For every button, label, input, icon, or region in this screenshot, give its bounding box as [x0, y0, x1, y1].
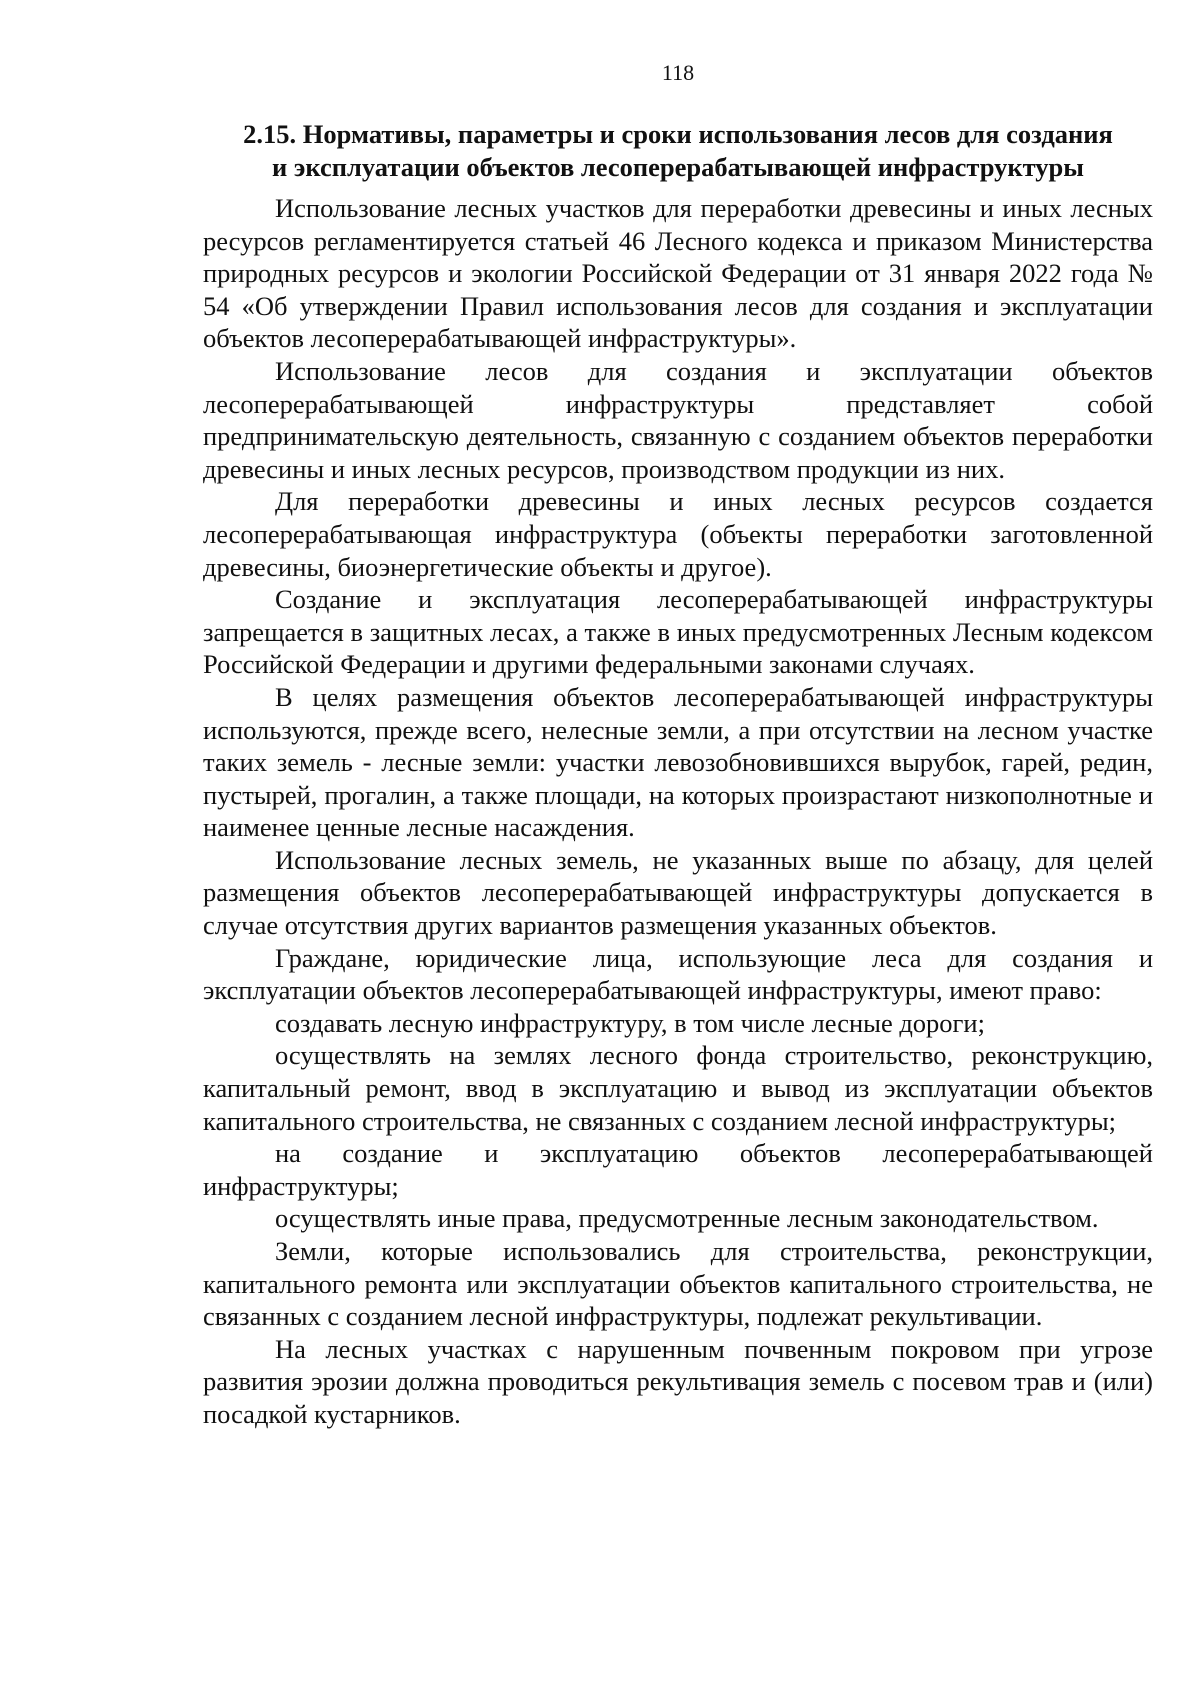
- paragraph: Использование лесов для создания и эксплуатации объектов лесоперерабатывающей инфраструктуры представляет собой предпринимательскую деятельность, связанную с созданием объектов переработки древесины и иных лесных ресурсов, производством продукции из них.: [203, 355, 1153, 484]
- paragraph: В целях размещения объектов лесоперерабатывающей инфраструктуры используются, прежде всего, нелесные земли, а при отсутствии на лесном участке таких земель - лесные земли: участки левозобновившихся вырубок, гарей, редин, пустырей, прогалин, а также площади, на которых произрастают низкополнотные и наименее ценные лесные насаждения.: [203, 681, 1153, 843]
- page-number: 118: [661, 60, 695, 85]
- list-item-paragraph: осуществлять на землях лесного фонда строительство, реконструкцию, капитальный ремонт, ввод в эксплуатацию и вывод из эксплуатации объектов капитального строительства, не связанных с созданием лесной инфраструктуры;: [203, 1040, 1153, 1136]
- list-item-paragraph: осуществлять иные права, предусмотренные лесным законодательством.: [275, 1203, 1099, 1234]
- section-heading-line-2: и эксплуатации объектов лесоперерабатывающей инфраструктуры: [272, 152, 1084, 182]
- section-heading-line-1: 2.15. Нормативы, параметры и сроки использования лесов для создания: [243, 119, 1113, 149]
- paragraph: Использование лесных земель, не указанных выше по абзацу, для целей размещения объектов лесоперерабатывающей инфраструктуры допускается в случае отсутствия других вариантов размещения указанных объектов.: [203, 844, 1153, 941]
- list-item-paragraph: создавать лесную инфраструктуру, в том числе лесные дороги;: [275, 1007, 985, 1038]
- paragraph: На лесных участках с нарушенным почвенным покровом при угрозе развития эрозии должна проводиться рекультивация земель с посевом трав и (или) посадкой кустарников.: [203, 1333, 1153, 1429]
- paragraph: Для переработки древесины и иных лесных ресурсов создается лесоперерабатывающая инфраструктура (объекты переработки заготовленной древесины, биоэнергетические объекты и другое).: [203, 486, 1153, 582]
- paragraph: Земли, которые использовались для строительства, реконструкции, капитального ремонта или эксплуатации объектов капитального строительства, не связанных с созданием лесной инфраструктуры, подлежат рекультивации.: [203, 1236, 1153, 1332]
- paragraph: Граждане, юридические лица, использующие леса для создания и эксплуатации объектов лесоперерабатывающей инфраструктуры, имеют право:: [203, 942, 1153, 1006]
- list-item-paragraph: на создание и эксплуатацию объектов лесоперерабатывающей инфраструктуры;: [203, 1138, 1153, 1201]
- paragraph: Создание и эксплуатация лесоперерабатывающей инфраструктуры запрещается в защитных лесах, а также в иных предусмотренных Лесным кодексом Российской Федерации и другими федеральными законами случаях.: [203, 584, 1153, 680]
- section-heading: [203, 118, 1153, 184]
- body-text: [203, 192, 1153, 1431]
- paragraph: Использование лесных участков для переработки древесины и иных лесных ресурсов регламентируется статьей 46 Лесного кодекса и приказом Министерства природных ресурсов и экологии Российской Федерации от 31 января 2022 года № 54 «Об утверждении Правил использования лесов для создания и эксплуатации объектов лесоперерабатывающей инфраструктуры».: [203, 193, 1153, 354]
